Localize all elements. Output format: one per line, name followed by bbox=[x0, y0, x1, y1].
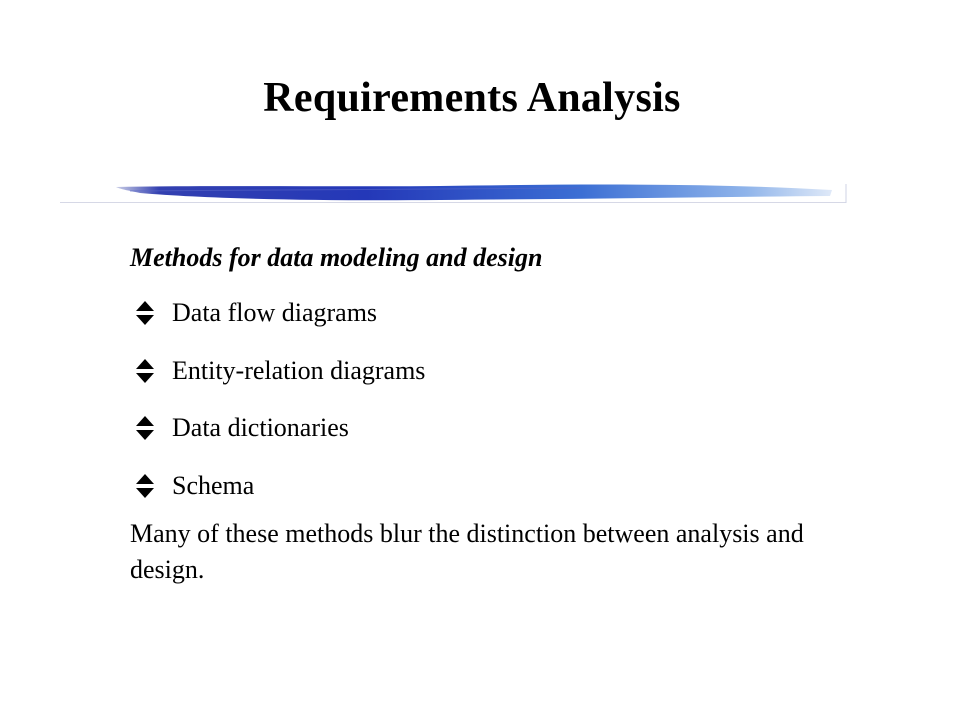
slide-body bbox=[130, 238, 850, 588]
bullet-list bbox=[130, 294, 850, 505]
diamond-bullet-icon bbox=[132, 356, 158, 386]
summary-paragraph: Many of these methods blur the distinction between analysis and design. bbox=[130, 519, 804, 584]
bullet-label: Data flow diagrams bbox=[172, 298, 378, 327]
brush-stroke-divider bbox=[60, 178, 850, 208]
slide-title: Requirements Analysis bbox=[263, 75, 681, 121]
diamond-bullet-icon bbox=[132, 298, 158, 328]
section-subheading: Methods for data modeling and design bbox=[130, 243, 543, 272]
bullet-label: Data dictionaries bbox=[172, 413, 349, 442]
bullet-item bbox=[130, 294, 850, 332]
bullet-label: Entity-relation diagrams bbox=[172, 355, 426, 385]
diamond-bullet-icon bbox=[132, 471, 158, 501]
bullet-label: Schema bbox=[172, 470, 255, 500]
bullet-item bbox=[130, 352, 850, 390]
bullet-item bbox=[130, 409, 850, 447]
diamond-bullet-icon bbox=[132, 413, 158, 443]
bullet-item bbox=[130, 467, 850, 505]
